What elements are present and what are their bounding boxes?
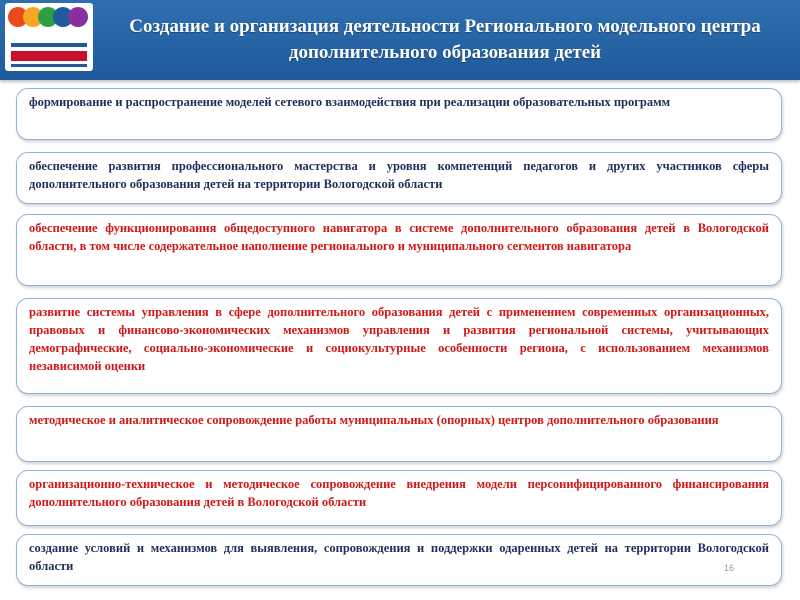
list-item: развитие системы управления в сфере дополнительного образования детей с применением современных организационных, правовых и финансово-экономических механизмов управления и развития региональной системы, учитывающих демографические, социально-экономические и социокультурные особенности региона, с использованием механизмов независимой оценки (16, 298, 782, 394)
list-item: создание условий и механизмов для выявления, сопровождения и поддержки одаренных детей на территории Вологодской области (16, 534, 782, 586)
logo-stripe (11, 51, 87, 61)
logo-emblems (8, 7, 90, 29)
logo-stripe (11, 64, 87, 67)
center-logo (5, 3, 93, 71)
page-title: Создание и организация деятельности Регионального модельного центра дополнительного образования детей (129, 16, 761, 63)
list-item: организационно-техническое и методическое сопровождение внедрения модели персонифицированного финансирования дополнительного образования детей в Вологодской области (16, 470, 782, 526)
logo-stripe (11, 43, 87, 47)
list-item: обеспечение развития профессионального мастерства и уровня компетенций педагогов и других участников сферы дополнительного образования детей на территории Вологодской области (16, 152, 782, 204)
list-item: методическое и аналитическое сопровождение работы муниципальных (опорных) центров дополнительного образования (16, 406, 782, 462)
list-item: формирование и распространение моделей сетевого взаимодействия при реализации образовательных программ (16, 88, 782, 140)
header-bar (0, 0, 800, 80)
page-number: 16 (724, 563, 735, 573)
list-item: обеспечение функционирования общедоступного навигатора в системе дополнительного образования детей в Вологодской области, в том числе содержательное наполнение регионального и муниципального сегментов навигатора (16, 214, 782, 286)
